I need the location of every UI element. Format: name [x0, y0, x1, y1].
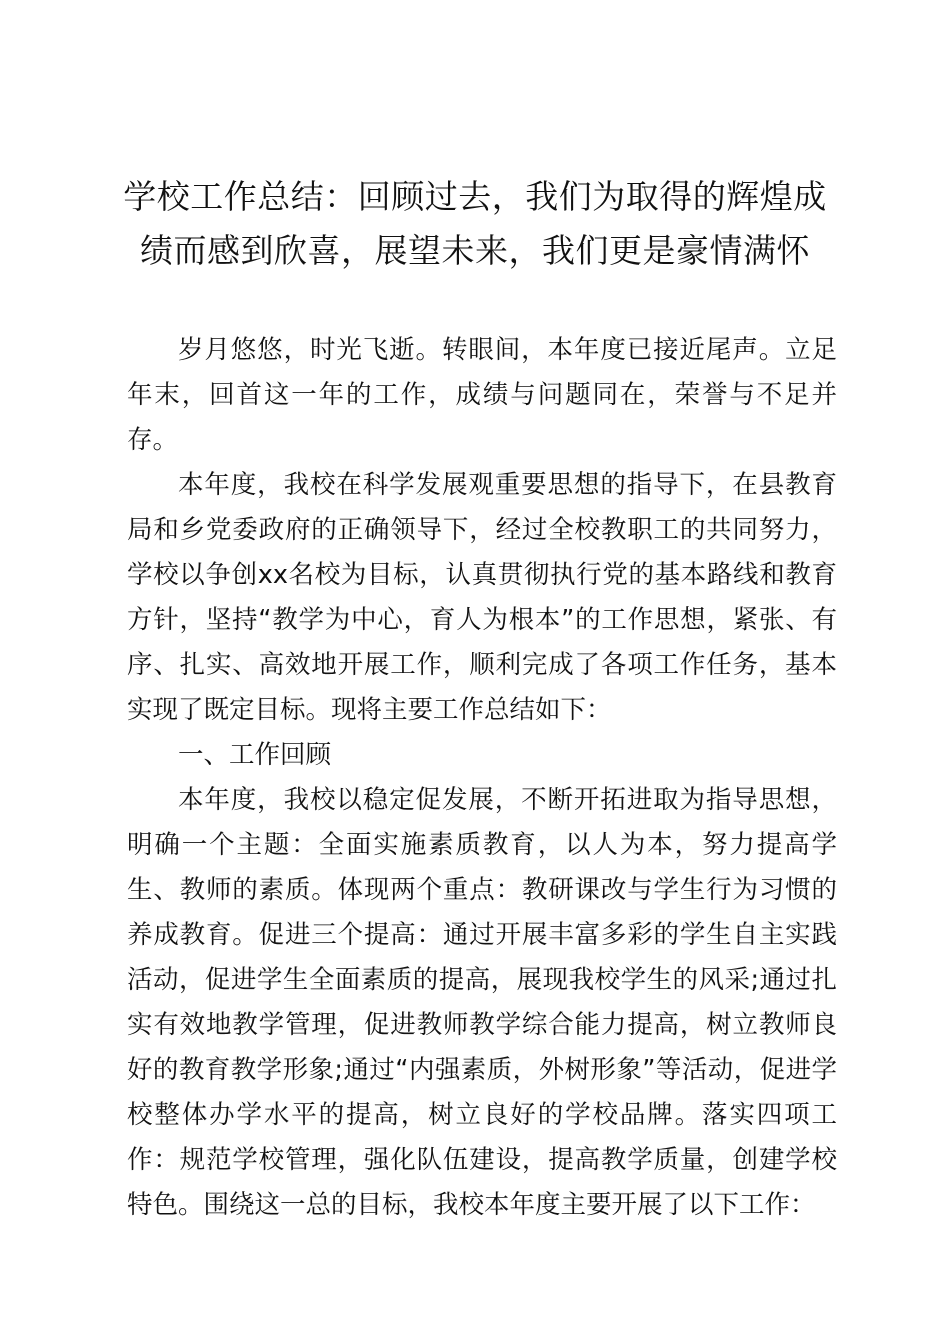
section-heading-review: 一、工作回顾 — [178, 740, 332, 770]
document-body — [127, 328, 837, 1228]
document-title: 学校工作总结：回顾过去，我们为取得的辉煌成绩而感到欣喜，展望未来，我们更是豪情满怀 — [123, 177, 827, 270]
paragraph-review: 本年度，我校以稳定促发展，不断开拓进取为指导思想，明确一个主题：全面实施素质教育，以人为本，努力提高学生、教师的素质。体现两个重点：教研课改与学生行为习惯的养成教育。促进三个提高：通过开展丰富多彩的学生自主实践活动，促进学生全面素质的提高，展现我校学生的风采;通过扎实有效地教学管理，促进教师教学综合能力提高，树立教师良好的教育教学形象;通过“内强素质，外树形象”等活动，促进学校整体办学水平的提高，树立良好的学校品牌。落实四项工作：规范学校管理，强化队伍建设，提高教学质量，创建学校特色。围绕这一总的目标，我校本年度主要开展了以下工作： — [127, 785, 837, 1220]
paragraph-intro: 岁月悠悠，时光飞逝。转眼间，本年度已接近尾声。立足年末，回首这一年的工作，成绩与问题同在，荣誉与不足并存。 — [127, 335, 837, 455]
paragraph-overview: 本年度，我校在科学发展观重要思想的指导下，在县教育局和乡党委政府的正确领导下，经过全校教职工的共同努力，学校以争创xx名校为目标，认真贯彻执行党的基本路线和教育方针，坚持“教学为中心，育人为根本”的工作思想，紧张、有序、扎实、高效地开展工作，顺利完成了各项工作任务，基本实现了既定目标。现将主要工作总结如下： — [127, 470, 837, 725]
